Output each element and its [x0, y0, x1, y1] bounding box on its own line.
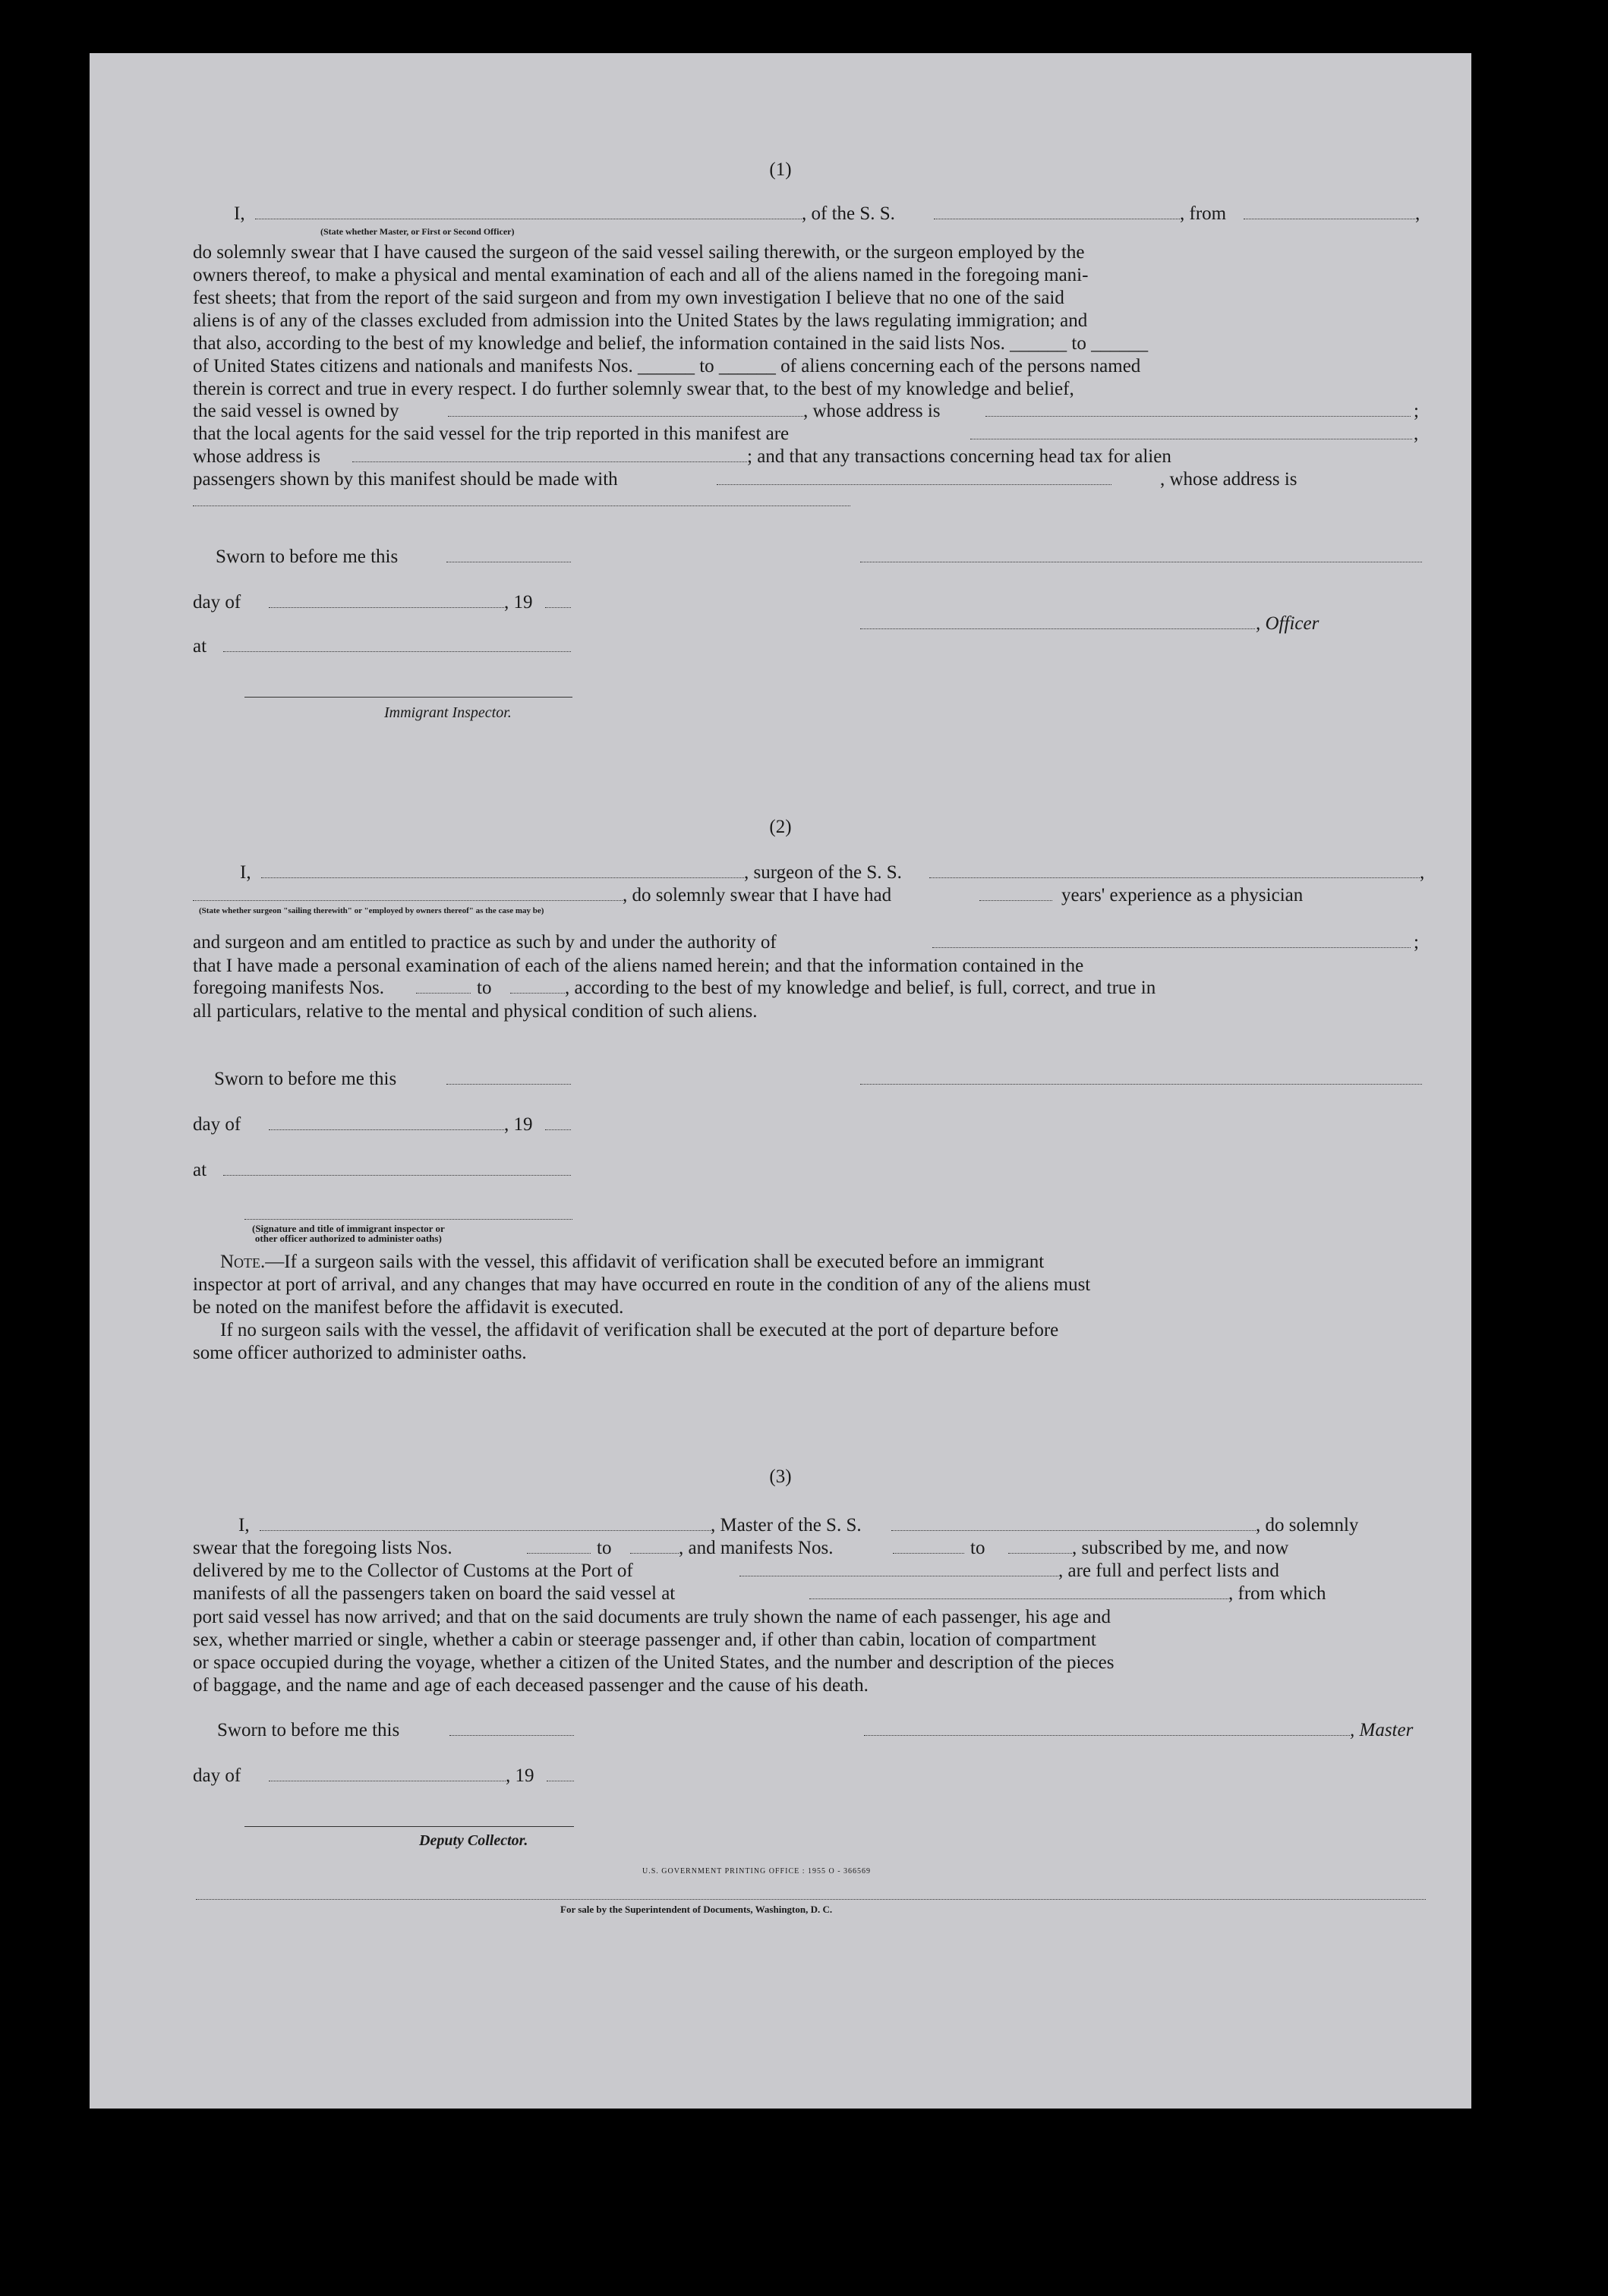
s2-at-place-field[interactable]: [223, 1175, 571, 1176]
s3-text-line: port said vessel has now arrived; and that on the said documents are truly shown the name of each passenger, his age and: [193, 1607, 1111, 1627]
s1-sworn-label: Sworn to before me this: [216, 546, 399, 567]
owner-field[interactable]: [448, 416, 803, 417]
s1-day-of-label: day of: [193, 592, 241, 613]
s3-i-label: I,: [238, 1515, 250, 1535]
head-tax-text: ; and that any transactions concerning head tax for alien: [747, 446, 1171, 467]
surgeon-name-field[interactable]: [261, 877, 744, 878]
s3-list-to-field[interactable]: [630, 1553, 679, 1554]
s1-year-label: , 19: [504, 592, 533, 613]
section-1-number: (1): [769, 159, 792, 180]
master-title-label: , Master: [1350, 1720, 1414, 1740]
s2-text-line: that I have made a personal examination of each of the aliens named herein; and that the information contained in the: [193, 956, 1084, 976]
s2-year-label: , 19: [504, 1114, 533, 1135]
s1-i-label: I,: [234, 203, 245, 224]
s1-text-line: do solemnly swear that I have caused the surgeon of the said vessel sailing therewith, or the surgeon employed by the: [193, 242, 1085, 263]
immigrant-inspector-label: Immigrant Inspector.: [384, 704, 512, 721]
s2-surgeon-label: , surgeon of the S. S.: [744, 862, 902, 883]
s2-particulars-line: [193, 1000, 1424, 1023]
head-tax-with-label: passengers shown by this manifest should be made with: [193, 469, 618, 490]
s2-to-label: to: [477, 978, 492, 998]
s2-signature-hint: [252, 1224, 445, 1243]
years-experience-field[interactable]: [979, 900, 1052, 901]
s2-at-label: at: [193, 1160, 207, 1180]
s2-text-line: all particulars, relative to the mental and physical condition of such aliens.: [193, 1001, 758, 1022]
s3-embark-port-field[interactable]: [809, 1598, 1228, 1599]
s3-lists-label: swear that the foregoing lists Nos.: [193, 1538, 452, 1558]
agent-address-field[interactable]: [352, 461, 747, 462]
s2-inspector-signature-line[interactable]: [244, 1219, 572, 1220]
s2-sworn-date-field[interactable]: [446, 1084, 571, 1085]
s3-manifest-to-field[interactable]: [1008, 1553, 1072, 1554]
note-line: —If a surgeon sails with the vessel, this affidavit of verification shall be executed before an immigrant: [265, 1252, 1045, 1272]
owner-address-label: , whose address is: [803, 401, 941, 421]
surgeon-type-hint: (State whether surgeon "sailing therewith" or "employed by owners thereof" as the case may be): [199, 906, 544, 915]
s2-manifest-from-field[interactable]: [416, 993, 471, 994]
s1-year-field[interactable]: [545, 607, 571, 608]
s1-month-field[interactable]: [269, 607, 504, 608]
s1-ss-label: , of the S. S.: [802, 203, 895, 224]
s1-officer-name-field[interactable]: [860, 628, 1255, 629]
s1-inspector-signature-line[interactable]: [244, 697, 572, 698]
s2-manifest-to-field[interactable]: [510, 993, 565, 994]
master-name-field[interactable]: [260, 1530, 711, 1531]
note-line: be noted on the manifest before the affidavit is executed.: [193, 1297, 624, 1318]
s2-years-label: years' experience as a physician: [1061, 885, 1304, 905]
local-agents-label: that the local agents for the said vessel for the trip reported in this manifest are: [193, 424, 790, 444]
s3-sworn-date-field[interactable]: [449, 1735, 574, 1736]
s2-semicolon: ;: [1414, 932, 1419, 953]
s2-i-label: I,: [240, 862, 251, 883]
owned-by-label: the said vessel is owned by: [193, 401, 399, 421]
s2-surgeon-signature-field[interactable]: [860, 1084, 1422, 1085]
s3-paragraph: [193, 1606, 1424, 1697]
officer-title-label: , Officer: [1256, 613, 1320, 634]
s2-examination-line: [193, 955, 1424, 978]
note-block: [193, 1251, 1424, 1365]
surgeon-type-field[interactable]: [193, 900, 623, 901]
s2-year-field[interactable]: [545, 1129, 571, 1130]
s3-list-from-field[interactable]: [527, 1553, 591, 1554]
s3-sworn-label: Sworn to before me this: [217, 1720, 400, 1740]
s1-text-line: of United States citizens and nationals and manifests Nos. ______ to ______ of aliens concerning each of the persons named: [193, 356, 1141, 376]
owner-address-field[interactable]: [985, 416, 1411, 417]
s1-semicolon: ;: [1414, 401, 1419, 421]
agent-address-label: whose address is: [193, 446, 321, 467]
s3-to-label-2: to: [970, 1538, 985, 1558]
printing-office-line: U.S. GOVERNMENT PRINTING OFFICE : 1955 O - 366569: [642, 1867, 872, 1876]
note-line: inspector at port of arrival, and any changes that may have occurred en route in the condition of any of the aliens must: [193, 1274, 1091, 1295]
s1-text-line: therein is correct and true in every respect. I do further solemnly swear that, to the best of my knowledge and belief,: [193, 379, 1074, 399]
section-2-number: (2): [769, 817, 792, 837]
s1-text-line: aliens is of any of the classes excluded from admission into the United States by the laws regulating immigration; and: [193, 310, 1088, 331]
s1-text-line: fest sheets; that from the report of the said surgeon and from my own investigation I believe that no one of the said: [193, 288, 1064, 308]
s2-vessel-field[interactable]: [929, 877, 1420, 878]
s3-from-which-label: , from which: [1228, 1583, 1326, 1604]
s1-comma: ,: [1415, 203, 1420, 224]
s2-authority-label: and surgeon and am entitled to practice as such by and under the authority of: [193, 932, 777, 953]
note-line: If no surgeon sails with the vessel, the affidavit of verification shall be executed at the port of departure before: [220, 1320, 1059, 1340]
s3-day-of-label: day of: [193, 1765, 241, 1786]
s1-text-line: owners thereof, to make a physical and mental examination of each and all of the aliens named in the foregoing mani-: [193, 265, 1089, 285]
s3-text-line: sex, whether married or single, whether a cabin or steerage passenger and, if other than cabin, location of compartment: [193, 1630, 1096, 1650]
s3-text-line: or space occupied during the voyage, whether a citizen of the United States, and the number and description of the pieces: [193, 1652, 1115, 1673]
deputy-collector-label: Deputy Collector.: [419, 1832, 528, 1849]
note-label: Note.: [220, 1252, 266, 1272]
s3-full-lists-label: , are full and perfect lists and: [1058, 1561, 1279, 1581]
s3-year-label: , 19: [506, 1765, 534, 1786]
officer-rank-hint: (State whether Master, or First or Second Officer): [320, 226, 515, 237]
s3-collector-signature-line[interactable]: [244, 1826, 574, 1827]
s3-to-label-1: to: [597, 1538, 612, 1558]
s3-vessel-field[interactable]: [891, 1530, 1256, 1531]
s1-from-label: , from: [1180, 203, 1227, 224]
head-tax-contact-field[interactable]: [717, 484, 1111, 485]
s2-signature-hint-1: (Signature and title of immigrant inspector or: [252, 1223, 445, 1234]
s1-comma2: ,: [1414, 424, 1419, 444]
s1-at-place-field[interactable]: [223, 651, 571, 652]
s2-comma: ,: [1420, 862, 1425, 883]
s2-swear-label: , do solemnly swear that I have had: [623, 885, 892, 905]
note-line: some officer authorized to administer oaths.: [193, 1343, 527, 1363]
s3-master-label: , Master of the S. S.: [711, 1515, 862, 1535]
s2-manifests-label: foregoing manifests Nos.: [193, 978, 385, 998]
s1-text-line: that also, according to the best of my knowledge and belief, the information contained in the said lists Nos. ______ to ______: [193, 333, 1149, 354]
s3-subscribed-label: , subscribed by me, and now: [1072, 1538, 1289, 1558]
s3-port-label: delivered by me to the Collector of Customs at the Port of: [193, 1561, 633, 1581]
s2-signature-hint-2: other officer authorized to administer oaths): [254, 1233, 442, 1244]
s2-month-field[interactable]: [269, 1129, 504, 1130]
s3-text-line: of baggage, and the name and age of each deceased passenger and the cause of his death.: [193, 1675, 869, 1696]
section-1-paragraph: [193, 241, 1424, 401]
form-page: [90, 53, 1471, 2109]
s3-master-signature-field[interactable]: [864, 1735, 1350, 1736]
s1-at-label: at: [193, 636, 207, 657]
s2-day-of-label: day of: [193, 1114, 241, 1135]
contact-address-field[interactable]: [193, 505, 850, 506]
contact-address-label: , whose address is: [1160, 469, 1297, 490]
s3-manifest-from-field[interactable]: [893, 1553, 964, 1554]
section-3-number: (3): [769, 1466, 792, 1487]
s3-solemnly-label: , do solemnly: [1256, 1515, 1359, 1535]
s2-belief-text: , according to the best of my knowledge and belief, is full, correct, and true in: [565, 978, 1156, 998]
footer-rule: [196, 1899, 1426, 1900]
s3-board-label: manifests of all the passengers taken on board the said vessel at: [193, 1583, 676, 1604]
s3-manifests-label: , and manifests Nos.: [679, 1538, 834, 1558]
s2-sworn-label: Sworn to before me this: [214, 1069, 397, 1089]
authority-field[interactable]: [932, 947, 1411, 948]
sale-notice: For sale by the Superintendent of Documents, Washington, D. C.: [560, 1904, 833, 1915]
